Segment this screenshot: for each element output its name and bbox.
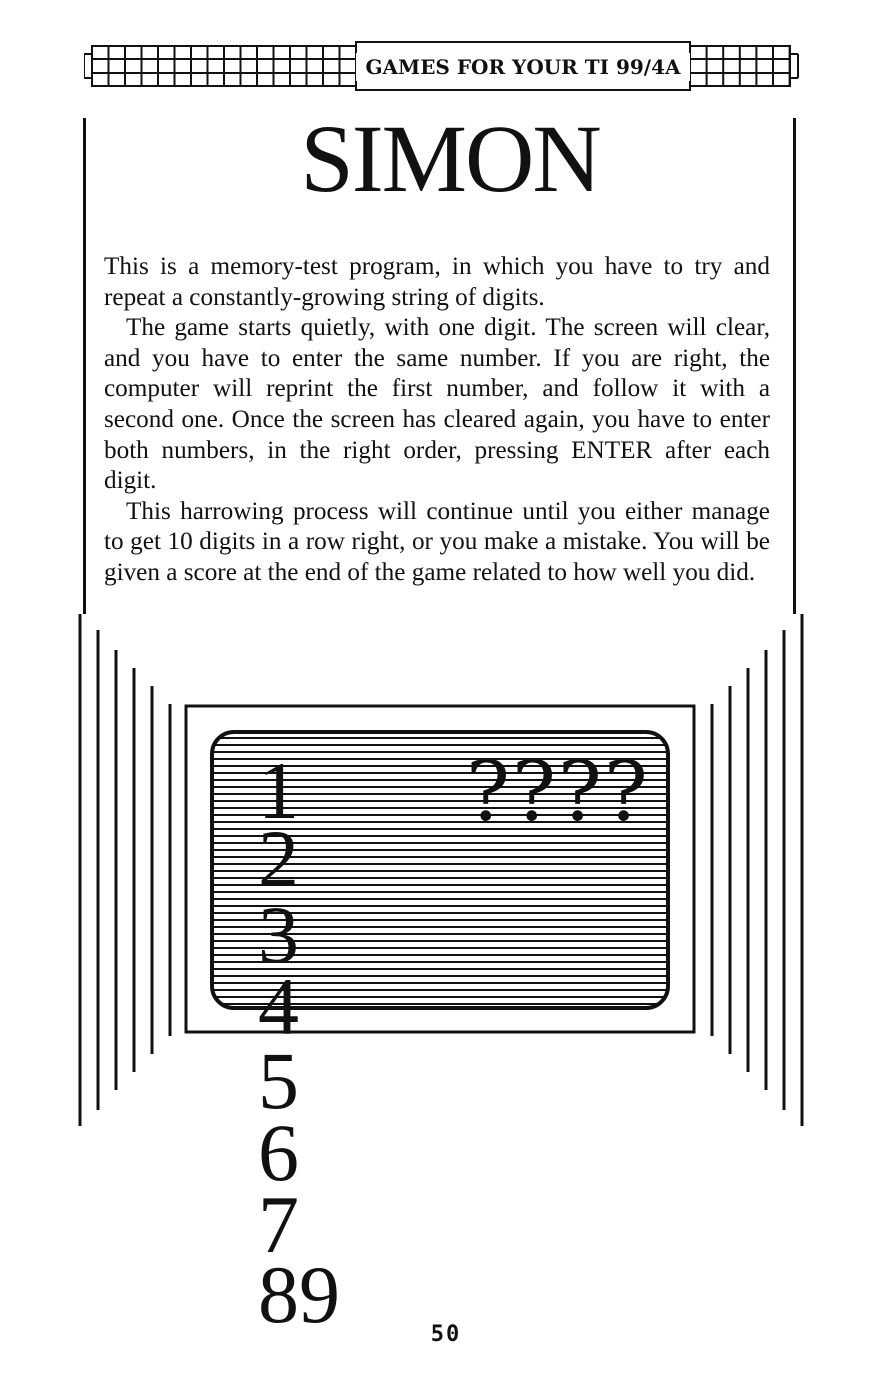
page-title: SIMON (300, 105, 600, 212)
digit-2: 2 (258, 813, 299, 904)
digit-4: 4 (258, 961, 299, 1052)
digit-7: 7 (258, 1179, 299, 1270)
right-frame-line (793, 118, 796, 614)
paragraph-3: This harrowing process will continue until you either manage to get 10 digits in a row right, or you make a mistake. You will be given a score at the end of the game related to how well you did. (104, 497, 770, 586)
digit-1: 1 (258, 745, 299, 836)
page-number: 50 (430, 1322, 462, 1347)
paragraph-2: The game starts quietly, with one digit. The screen will clear, and you have to enter the same number. If you are right, the computer will reprint the first number, and follow it with a second one. Once the screen has cleared again, you have to enter both numbers, in the right order, pressing ENTER after each digit. (104, 314, 770, 495)
digit-3: 3 (258, 889, 299, 980)
body-text (104, 252, 770, 589)
left-frame-line (83, 118, 86, 614)
digit-5: 5 (258, 1035, 299, 1126)
question-marks: ???? (466, 745, 650, 840)
header-banner (84, 40, 800, 92)
tv-screen-graphic (0, 600, 893, 1340)
digit-6: 6 (258, 1107, 299, 1198)
digit-89: 89 (258, 1249, 340, 1340)
header-title: GAMES FOR YOUR TI 99/4A (356, 53, 690, 81)
paragraph-1: This is a memory-test program, in which you have to try and repeat a constantly-growing string of digits. (104, 253, 770, 311)
simon-illustration (0, 600, 893, 1340)
